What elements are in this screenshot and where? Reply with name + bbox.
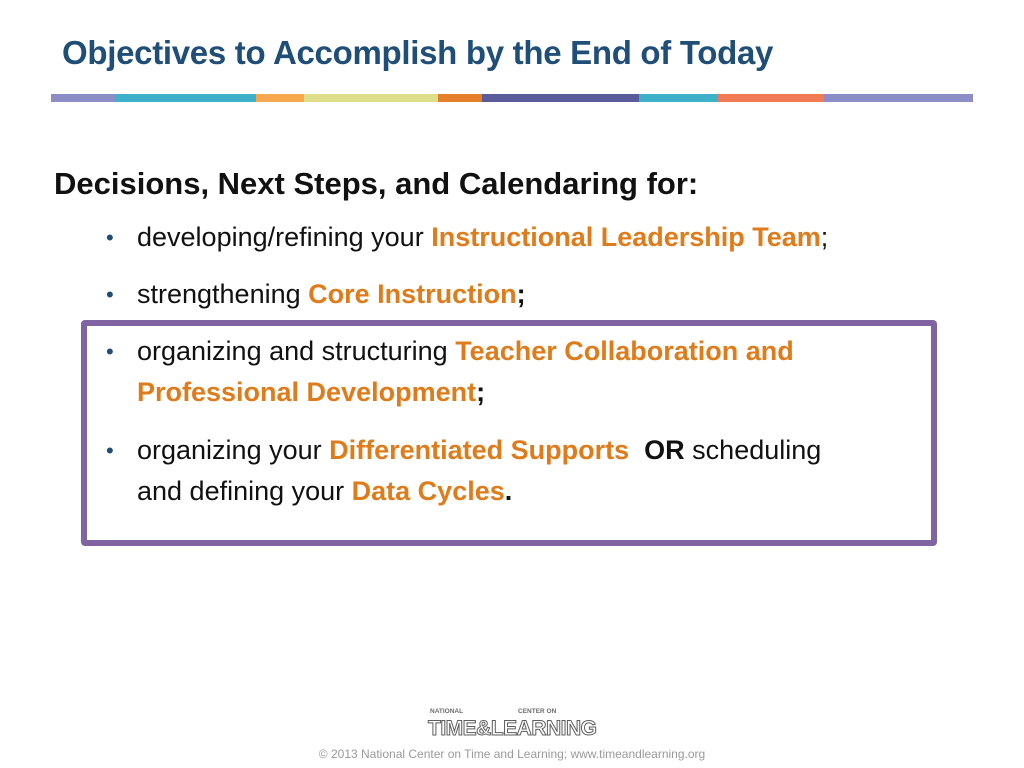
- bullet-dot-icon: •: [106, 225, 114, 250]
- bullet-text: strengthening: [137, 279, 309, 309]
- slide-title: Objectives to Accomplish by the End of Today: [62, 34, 774, 71]
- bar-segment: [51, 94, 115, 102]
- bullet-highlight: Differentiated Supports: [329, 435, 630, 465]
- bullet-text: organizing your: [137, 435, 330, 465]
- bullet-punct: .: [504, 476, 513, 506]
- logo-top-left: NATIONAL: [430, 708, 464, 715]
- bullet-text: developing/refining your: [137, 222, 432, 252]
- bar-segment: [438, 94, 482, 102]
- bullet-highlight: Professional Development: [137, 377, 477, 407]
- bullet-dot-icon: •: [106, 438, 114, 463]
- bullet-punct: ;: [476, 377, 486, 407]
- bar-segment: [115, 94, 256, 102]
- bullet-highlight: Core Instruction: [308, 279, 517, 309]
- bullet-highlight: Teacher Collaboration and: [455, 336, 794, 366]
- bullet-highlight: Instructional Leadership Team: [431, 222, 821, 252]
- bullet-dot-icon: •: [106, 282, 114, 307]
- section-heading: Decisions, Next Steps, and Calendaring for:: [54, 166, 699, 201]
- time-and-learning-logo: [426, 705, 598, 741]
- bar-segment: [256, 94, 304, 102]
- decorative-color-bar: [51, 94, 973, 102]
- logo-main: TIME&LEARNING: [428, 717, 597, 740]
- bullet-text: scheduling: [684, 435, 822, 465]
- bar-segment: [482, 94, 639, 102]
- bullet-or: OR: [644, 435, 685, 465]
- bar-segment: [718, 94, 824, 102]
- copyright-footer: © 2013 National Center on Time and Learning; www.timeandlearning.org: [318, 747, 706, 761]
- bullet-highlight: Data Cycles: [351, 476, 505, 506]
- bar-segment: [824, 94, 973, 102]
- bullet-text: organizing and structuring: [137, 336, 456, 366]
- bar-segment: [639, 94, 718, 102]
- bullet-text: and defining your: [137, 476, 352, 506]
- bullet-punct: ;: [516, 279, 526, 309]
- bar-segment: [304, 94, 438, 102]
- bullet-dot-icon: •: [106, 339, 114, 364]
- logo-top-right: CENTER ON: [518, 708, 557, 715]
- bullet-punct: ;: [820, 222, 829, 252]
